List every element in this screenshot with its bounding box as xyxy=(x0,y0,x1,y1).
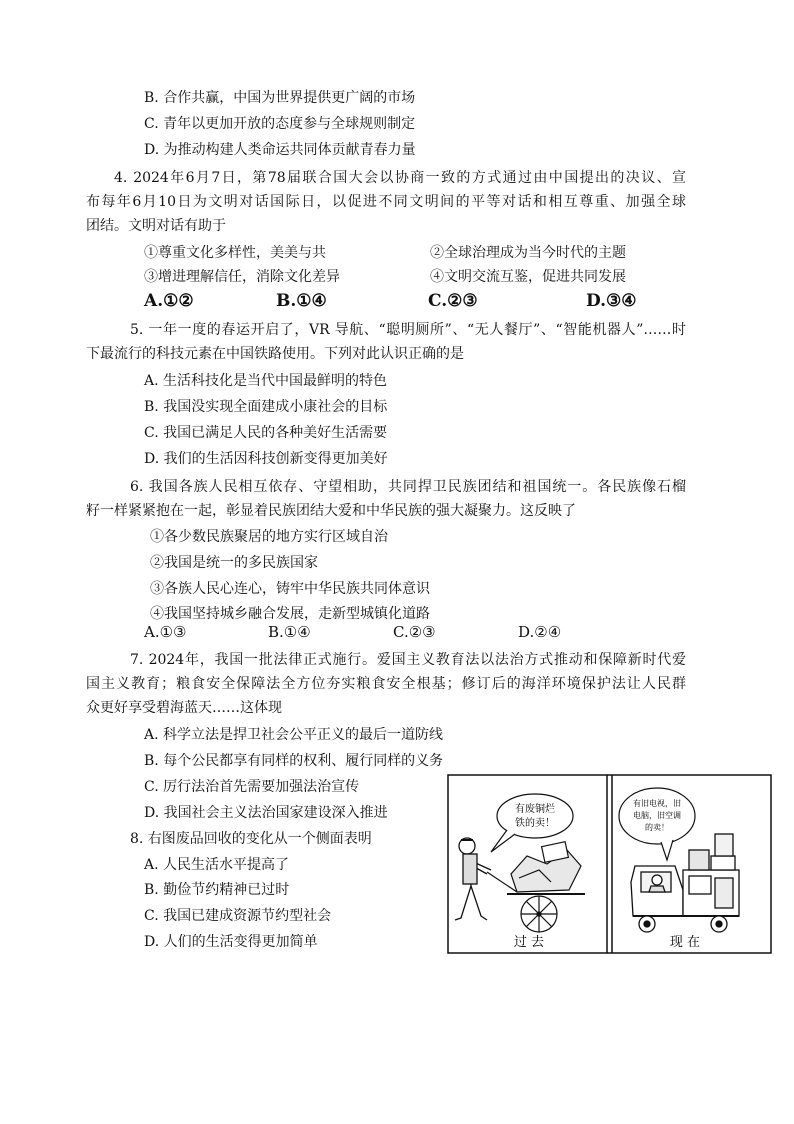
q7-option-a: A. 科学立法是捍卫社会公平正义的最后一道防线 xyxy=(144,727,444,743)
q8-option-d: D. 人们的生活变得更加简单 xyxy=(144,934,318,950)
q4-item-2: ②全球治理成为当今时代的主题 xyxy=(430,245,626,261)
q7-stem-line-2: 国主义教育；粮食安全保障法全方位夯实粮食安全根基；修订后的海洋环境保护法让人民群 xyxy=(86,676,686,692)
q4-item-3: ③增进理解信任，消除文化差异 xyxy=(144,269,340,285)
q6-item-2: ②我国是统一的多民族国家 xyxy=(150,555,318,571)
q6-item-3: ③各族人民心连心，铸牢中华民族共同体意识 xyxy=(150,581,430,597)
q7-option-d: D. 我国社会主义法治国家建设深入推进 xyxy=(144,805,388,821)
q4-item-4: ④文明交流互鉴，促进共同发展 xyxy=(430,269,626,285)
q7-option-c: C. 厉行法治首先需要加强法治宣传 xyxy=(144,779,360,795)
q4-option-d: D.③④ xyxy=(586,291,637,311)
q6-stem-line-1: 6. 我国各族人民相互依存、守望相助，共同捍卫民族团结和祖国统一。各民族像石榴 xyxy=(130,479,686,495)
q5-stem-line-1: 5. 一年一度的春运开启了，VR 导航、“聪明厕所”、“无人餐厅”、“智能机器人”……时 xyxy=(130,322,686,338)
q6-option-a: A.①③ xyxy=(144,623,187,641)
q8-stem: 8. 右图废品回收的变化从一个侧面表明 xyxy=(130,831,372,847)
q5-option-d: D. 我们的生活因科技创新变得更加美好 xyxy=(144,451,388,467)
q6-item-4: ④我国坚持城乡融合发展，走新型城镇化道路 xyxy=(150,606,430,622)
q3-option-c: C. 青年以更加开放的态度参与全球规则制定 xyxy=(144,116,416,132)
q6-item-1: ①各少数民族聚居的地方实行区域自治 xyxy=(150,529,388,545)
q4-item-1: ①尊重文化多样性，美美与共 xyxy=(144,245,326,261)
recycling-cartoon xyxy=(447,774,772,954)
q3-option-b: B. 合作共赢，中国为世界提供更广阔的市场 xyxy=(144,90,416,106)
present-caption: 现 在 xyxy=(669,935,701,950)
q7-stem-line-1: 7. 2024年，我国一批法律正式施行。爱国主义教育法以法治方式推动和保障新时代爱 xyxy=(130,652,686,668)
present-bubble-line-3: 的卖！ xyxy=(645,823,669,832)
q6-stem-line-2: 籽一样紧紧抱在一起，彰显着民族团结大爱和中华民族的强大凝聚力。这反映了 xyxy=(86,503,576,519)
q6-option-c: C.②③ xyxy=(393,623,436,641)
q4-stem-line-2: 布每年6月10日为文明对话国际日，以促进不同文明间的平等对话和相互尊重、加强全球 xyxy=(86,194,686,210)
q4-stem-line-1: 4. 2024年6月7日，第78届联合国大会以协商一致的方式通过由中国提出的决议、宣 xyxy=(114,170,686,186)
past-caption: 过 去 xyxy=(513,935,545,950)
present-bubble-line-2: 电脑，旧空调 xyxy=(633,811,681,820)
q5-option-c: C. 我国已满足人民的各种美好生活需要 xyxy=(144,425,388,441)
q4-stem-line-3: 团结。文明对话有助于 xyxy=(86,218,226,234)
q4-option-c: C.②③ xyxy=(428,291,478,311)
q5-option-b: B. 我国没实现全面建成小康社会的目标 xyxy=(144,399,388,415)
q8-option-b: B. 勤俭节约精神已过时 xyxy=(144,882,290,898)
q8-option-c: C. 我国已建成资源节约型社会 xyxy=(144,908,332,924)
q7-stem-line-3: 众更好享受碧海蓝天……这体现 xyxy=(86,700,282,716)
past-bubble-line-2: 铁的卖！ xyxy=(515,818,555,829)
q6-option-b: B.①④ xyxy=(268,623,311,641)
q7-option-b: B. 每个公民都享有同样的权利、履行同样的义务 xyxy=(144,753,444,769)
present-bubble-line-1: 有旧电视，旧 xyxy=(633,799,681,808)
q4-option-b: B.①④ xyxy=(276,291,327,311)
q3-option-d: D. 为推动构建人类命运共同体贡献青春力量 xyxy=(144,142,416,158)
q6-option-d: D.②④ xyxy=(518,623,562,641)
q8-option-a: A. 人民生活水平提高了 xyxy=(144,857,290,873)
q5-stem-line-2: 下最流行的科技元素在中国铁路使用。下列对此认识正确的是 xyxy=(86,346,464,362)
q4-option-a: A.①② xyxy=(144,291,194,311)
past-bubble-line-1: 有废铜烂 xyxy=(515,804,555,815)
q5-option-a: A. 生活科技化是当代中国最鲜明的特色 xyxy=(144,373,388,389)
